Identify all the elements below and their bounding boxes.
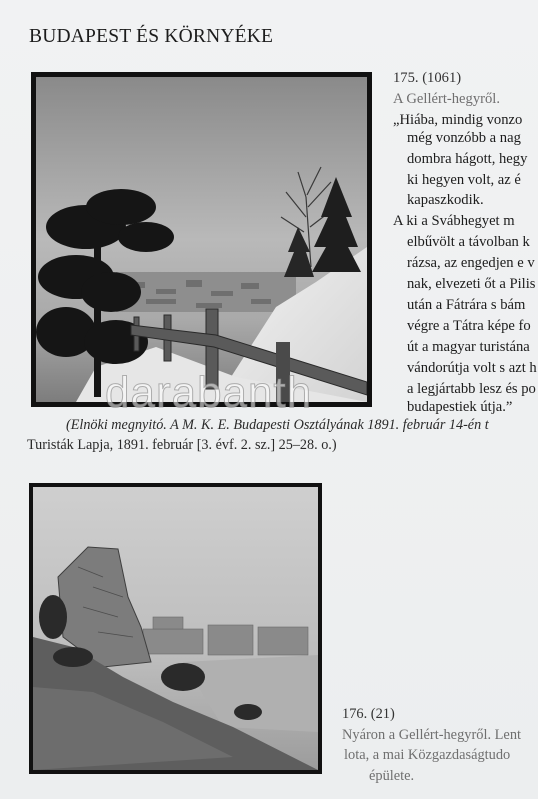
entry-175-number: 175. (1061) xyxy=(393,70,462,86)
entry-175-title: A Gellért-hegyről. xyxy=(393,91,500,107)
quote-line: nak, elvezeti őt a Pilis xyxy=(407,276,536,292)
entry-176-caption xyxy=(342,704,521,786)
quote-line: A ki a Svábhegyet m xyxy=(393,213,515,229)
page-header: BUDAPEST ÉS KÖRNYÉKE xyxy=(29,26,274,47)
entry-176-number: 176. (21) xyxy=(342,706,395,722)
quote-line: „Hiába, mindig vonzo xyxy=(393,112,523,128)
photo-175 xyxy=(31,72,372,407)
quote-line: végre a Tátra képe fo xyxy=(407,318,531,334)
quote-line: vándorútja volt s azt h xyxy=(407,360,537,376)
quote-line: rázsa, az engedjen e v xyxy=(407,255,535,271)
summer-photo-image xyxy=(33,487,318,770)
photo-176 xyxy=(29,483,322,774)
quote-line: út a magyar turistána xyxy=(407,339,530,355)
quote-line: dombra hágott, hegy xyxy=(407,151,528,167)
caption-line: épülete. xyxy=(369,767,415,784)
quote-line: budapestiek útja.” xyxy=(407,399,513,415)
winter-photo-image xyxy=(36,77,367,402)
watermark: darabanth xyxy=(105,368,313,417)
quote-line: ki hegyen volt, az é xyxy=(407,172,521,188)
entry-175-source: (Elnöki megnyitó. A M. K. E. Budapesti Osztályának 1891. február 14-én t xyxy=(66,417,489,433)
quote-line: a legjártabb lesz és po xyxy=(407,381,536,397)
quote-line: után a Fátrára s bám xyxy=(407,297,526,313)
quote-line: elbűvölt a távolban k xyxy=(407,234,530,250)
quote-line: még vonzóbb a nag xyxy=(407,130,521,146)
caption-line: lota, a mai Közgazdaságtudo xyxy=(344,747,511,763)
entry-175-citation: Turisták Lapja, 1891. február [3. évf. 2. sz.] 25–28. o.) xyxy=(27,437,337,453)
caption-line: Nyáron a Gellért-hegyről. Lent xyxy=(342,726,522,743)
quote-line: kapaszkodik. xyxy=(407,192,484,208)
